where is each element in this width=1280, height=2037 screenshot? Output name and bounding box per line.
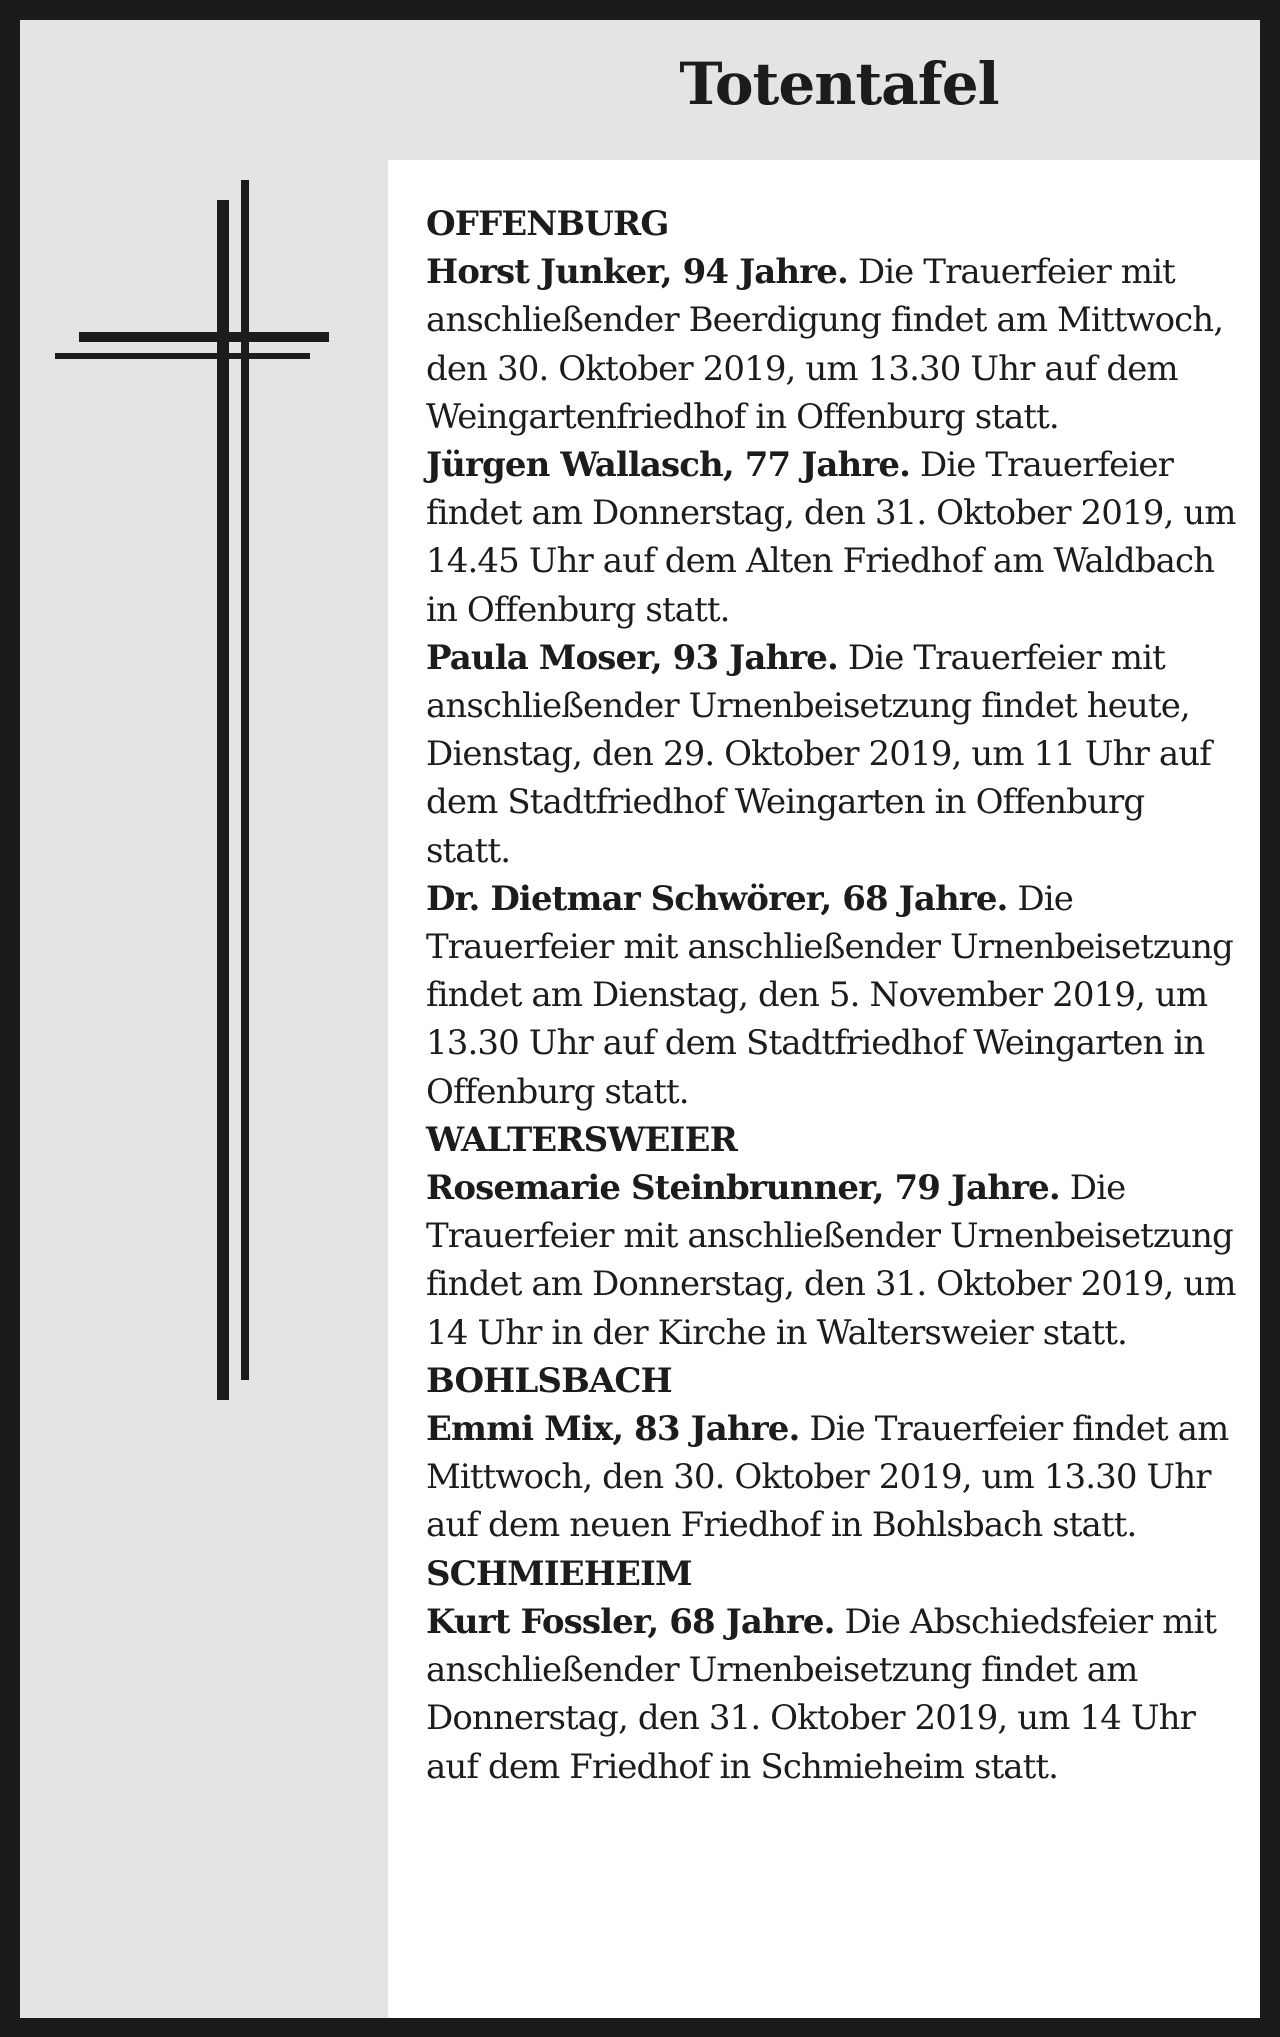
ceremony-details: Die Trauerfeier mit anschließender Urnenbeisetzung findet heute, Dienstag, den 29. Oktober 2019, um 11 Uhr auf dem Stadtfriedhof Weingarten in Offenburg statt. bbox=[426, 637, 1211, 871]
location-heading: OFFENBURG bbox=[426, 204, 669, 244]
obituary-entry bbox=[426, 1164, 1238, 1357]
deceased-name: Paula Moser, 93 Jahre. bbox=[426, 637, 838, 678]
location-heading: SCHMIEHEIM bbox=[426, 1553, 692, 1594]
ceremony-details: Die Trauerfeier findet am Donnerstag, den 31. Oktober 2019, um 14.45 Uhr auf dem Alten Friedhof am Waldbach in Offenburg statt. bbox=[426, 445, 1236, 630]
deceased-name: Horst Junker, 94 Jahre. bbox=[426, 252, 848, 293]
ceremony-details: Die Trauerfeier mit anschließender Beerdigung findet am Mittwoch, den 30. Oktober 2019, um 13.30 Uhr auf dem Weingartenfriedhof in Offenburg statt. bbox=[426, 252, 1224, 437]
obituary-entry bbox=[426, 441, 1238, 634]
latin-cross-icon bbox=[55, 160, 355, 1400]
deceased-name: Rosemarie Steinbrunner, 79 Jahre. bbox=[426, 1168, 1060, 1209]
obituary-list-panel bbox=[388, 160, 1260, 2018]
cross-horizontal-top bbox=[79, 332, 329, 342]
location-heading: BOHLSBACH bbox=[426, 1360, 672, 1401]
deceased-name: Emmi Mix, 83 Jahre. bbox=[426, 1409, 800, 1450]
deceased-name: Jürgen Wallasch, 77 Jahre. bbox=[426, 445, 911, 486]
obituary-entry bbox=[426, 875, 1238, 1116]
obituary-entry bbox=[426, 248, 1238, 441]
obituary-entry bbox=[426, 1405, 1238, 1550]
ceremony-details: Die Trauerfeier findet am Mittwoch, den 30. Oktober 2019, um 13.30 Uhr auf dem neuen Friedhof in Bohlsbach statt. bbox=[426, 1409, 1229, 1546]
ceremony-details: Die Trauerfeier mit anschließender Urnenbeisetzung findet am Donnerstag, den 31. Oktober 2019, um 14 Uhr in der Kirche in Waltersweier statt. bbox=[426, 1168, 1236, 1353]
cross-horizontal-bottom bbox=[55, 353, 310, 359]
location-heading: WALTERSWEIER bbox=[426, 1119, 737, 1160]
deceased-name: Dr. Dietmar Schwörer, 68 Jahre. bbox=[426, 878, 1008, 919]
cross-vertical-right bbox=[241, 180, 249, 1380]
deceased-name: Kurt Fossler, 68 Jahre. bbox=[426, 1601, 835, 1642]
obituary-entry bbox=[426, 1598, 1238, 1791]
obituary-board bbox=[20, 20, 1260, 2018]
obituary-entry bbox=[426, 634, 1238, 875]
ceremony-details: Die Trauerfeier mit anschließender Urnenbeisetzung findet am Dienstag, den 5. November 2019, um 13.30 Uhr auf dem Stadtfriedhof Weingarten in Offenburg statt. bbox=[426, 878, 1233, 1112]
cross-vertical-left bbox=[217, 200, 229, 1400]
page-title: Totentafel bbox=[679, 50, 999, 118]
ceremony-details: Die Abschiedsfeier mit anschließender Urnenbeisetzung findet am Donnerstag, den 31. Oktober 2019, um 14 Uhr auf dem Friedhof in Schmieheim statt. bbox=[426, 1601, 1217, 1787]
obituary-list bbox=[426, 200, 1238, 1791]
